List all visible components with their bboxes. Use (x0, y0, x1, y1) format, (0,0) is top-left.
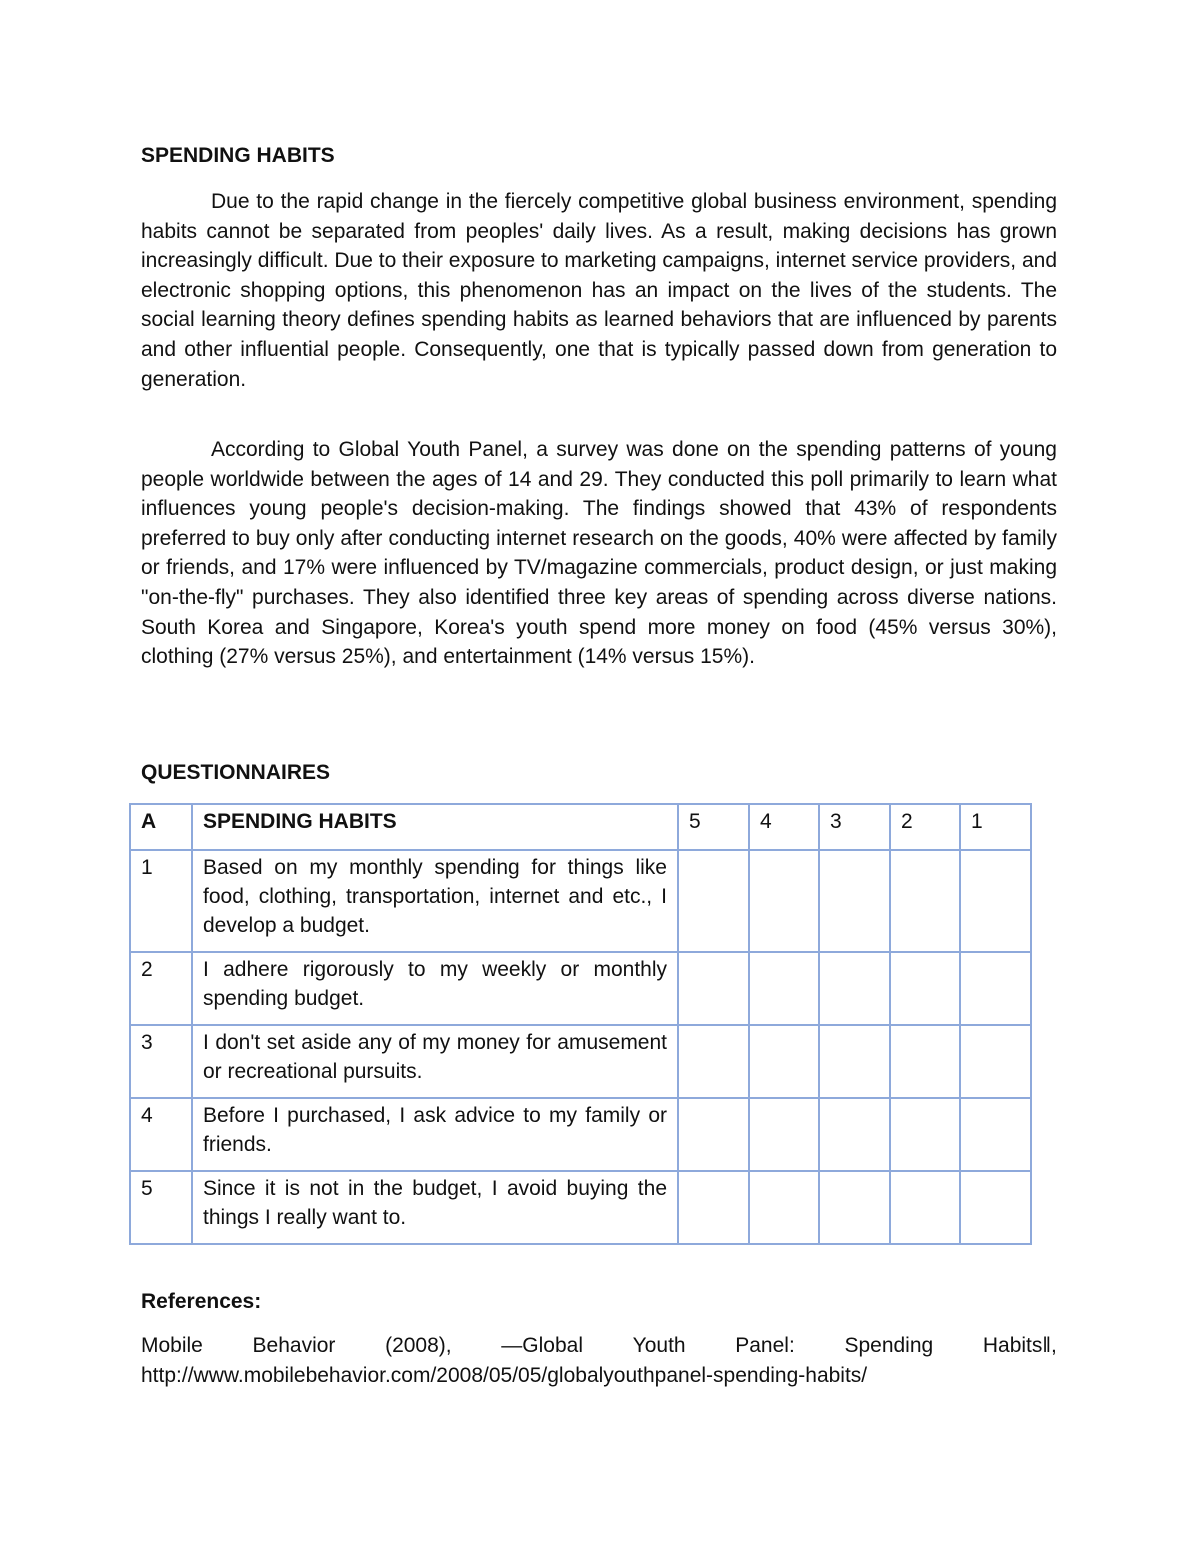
reference-word: —Global (501, 1334, 583, 1357)
rating-cell-2[interactable] (890, 952, 960, 1025)
row-statement: I don't set aside any of my money for amusement or recreational pursuits. (192, 1025, 678, 1098)
rating-cell-4[interactable] (749, 1171, 819, 1244)
table-row (130, 1098, 1031, 1171)
rating-cell-3[interactable] (819, 1025, 890, 1098)
reference-word: Youth (632, 1334, 686, 1357)
table-row (130, 1171, 1031, 1244)
row-number: 3 (130, 1025, 192, 1098)
row-statement: I adhere rigorously to my weekly or monthly spending budget. (192, 952, 678, 1025)
rating-cell-1[interactable] (960, 1098, 1031, 1171)
questionnaire-title: QUESTIONNAIRES (141, 761, 331, 784)
row-statement: Based on my monthly spending for things like food, clothing, transportation, internet and etc., I develop a budget. (192, 850, 678, 952)
survey-paragraph: According to Global Youth Panel, a survey was done on the spending patterns of young people worldwide between the ages of 14 and 29. They conducted this poll primarily to learn what influences young people's decision-making. The findings showed that 43% of respondents preferred to buy only after conducting internet research on the goods, 40% were affected by family or friends, and 17% were influenced by TV/magazine commercials, product design, or just making "on-the-fly" purchases. They also identified three key areas of spending across diverse nations. South Korea and Singapore, Korea's youth spend more money on food (45% versus 30%), clothing (27% versus 25%), and entertainment (14% versus 15%). (141, 438, 1057, 669)
rating-cell-2[interactable] (890, 850, 960, 952)
reference-word: Spending (844, 1334, 934, 1357)
reference-word: Panel: (735, 1334, 795, 1357)
questionnaire-table (129, 803, 1032, 1245)
rating-cell-2[interactable] (890, 1171, 960, 1244)
row-statement: Since it is not in the budget, I avoid buying the things I really want to. (192, 1171, 678, 1244)
row-number: 2 (130, 952, 192, 1025)
header-scale-3: 3 (819, 804, 890, 850)
table-row (130, 1025, 1031, 1098)
row-number: 4 (130, 1098, 192, 1171)
rating-cell-4[interactable] (749, 1098, 819, 1171)
rating-cell-4[interactable] (749, 1025, 819, 1098)
reference-url: http://www.mobilebehavior.com/2008/05/05/globalyouthpanel-spending-habits/ (141, 1364, 868, 1387)
rating-cell-1[interactable] (960, 850, 1031, 952)
reference-citation (141, 1331, 1057, 1361)
table-row (130, 952, 1031, 1025)
rating-cell-4[interactable] (749, 850, 819, 952)
reference-word: Mobile (141, 1334, 203, 1357)
header-col-a: A (130, 804, 192, 850)
rating-cell-5[interactable] (678, 1025, 749, 1098)
rating-cell-1[interactable] (960, 1025, 1031, 1098)
table-row (130, 850, 1031, 952)
rating-cell-3[interactable] (819, 850, 890, 952)
row-statement: Before I purchased, I ask advice to my family or friends. (192, 1098, 678, 1171)
intro-paragraph: Due to the rapid change in the fiercely competitive global business environment, spending habits cannot be separated from peoples' daily lives. As a result, making decisions has grown increasingly difficult. Due to their exposure to marketing campaigns, internet service providers, and electronic shopping options, this phenomenon has an impact on the lives of the students. The social learning theory defines spending habits as learned behaviors that are influenced by parents and other influential people. Consequently, one that is typically passed down from generation to generation. (141, 190, 1057, 391)
row-number: 5 (130, 1171, 192, 1244)
header-scale-4: 4 (749, 804, 819, 850)
header-scale-5: 5 (678, 804, 749, 850)
rating-cell-1[interactable] (960, 1171, 1031, 1244)
rating-cell-4[interactable] (749, 952, 819, 1025)
references-title: References: (141, 1290, 262, 1313)
header-scale-2: 2 (890, 804, 960, 850)
rating-cell-2[interactable] (890, 1098, 960, 1171)
table-header-row (130, 804, 1031, 850)
rating-cell-5[interactable] (678, 850, 749, 952)
header-col-title: SPENDING HABITS (192, 804, 678, 850)
rating-cell-3[interactable] (819, 1098, 890, 1171)
row-number: 1 (130, 850, 192, 952)
section-title: SPENDING HABITS (141, 144, 335, 167)
rating-cell-5[interactable] (678, 952, 749, 1025)
rating-cell-1[interactable] (960, 952, 1031, 1025)
rating-cell-2[interactable] (890, 1025, 960, 1098)
reference-word: Habits‖, (982, 1334, 1057, 1357)
rating-cell-3[interactable] (819, 1171, 890, 1244)
rating-cell-3[interactable] (819, 952, 890, 1025)
reference-word: (2008), (385, 1334, 452, 1357)
rating-cell-5[interactable] (678, 1171, 749, 1244)
reference-word: Behavior (252, 1334, 336, 1357)
header-scale-1: 1 (960, 804, 1031, 850)
rating-cell-5[interactable] (678, 1098, 749, 1171)
